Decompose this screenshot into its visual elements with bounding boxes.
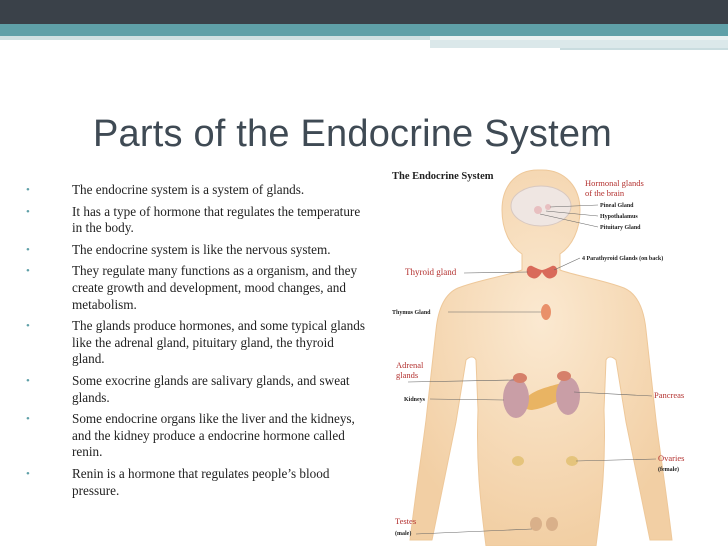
label-pineal: Pineal Gland <box>600 203 634 209</box>
accent-strip <box>560 48 728 50</box>
bullet-icon: • <box>26 205 30 218</box>
accent-strip <box>430 40 728 48</box>
accent-band <box>0 24 728 36</box>
bullet-item: • Some endocrine organs like the liver and the kidneys, and the kidney produce a endocrine hormone called renin. <box>26 411 355 460</box>
bullet-item: • The endocrine system is a system of glands. <box>26 182 305 197</box>
bullet-icon: • <box>26 374 30 387</box>
pituitary-shape <box>534 206 542 214</box>
label-parathyroid: 4 Parathyroid Glands (on back) <box>582 256 664 262</box>
top-bar <box>0 0 728 24</box>
thymus-shape <box>541 304 551 320</box>
label-thyroid: Thyroid gland <box>405 267 457 277</box>
ovary-left-shape <box>512 456 524 466</box>
endocrine-diagram <box>386 160 728 546</box>
bullet-item: • The glands produce hormones, and some typical glands like the adrenal gland, pituitary gland, the thyroid gland. <box>26 318 365 367</box>
brain-shape <box>511 186 571 226</box>
label-hypothalamus: Hypothalamus <box>600 214 638 220</box>
label-hormonal-glands: Hormonal glands <box>585 178 644 188</box>
label-thymus: Thymus Gland <box>392 310 431 316</box>
label-pituitary: Pituitary Gland <box>600 225 641 231</box>
label-ovaries: Ovaries <box>658 453 685 463</box>
bullet-item: • Some exocrine glands are salivary glands, and sweat glands. <box>26 372 350 405</box>
bullet-icon: • <box>26 467 30 480</box>
adrenal-right-shape <box>557 371 571 381</box>
label-adrenal: Adrenal <box>396 360 424 370</box>
bullet-item: • Renin is a hormone that regulates people’s blood pressure. <box>26 465 330 498</box>
slide-title: Parts of the Endocrine System <box>93 113 613 155</box>
label-testes: Testes <box>395 516 417 526</box>
label-hormonal-glands-2: of the brain <box>585 188 625 198</box>
label-male: (male) <box>395 531 412 537</box>
label-pancreas: Pancreas <box>654 390 685 400</box>
figure-title: The Endocrine System <box>392 171 494 182</box>
bullet-list <box>26 182 366 504</box>
label-female: (female) <box>658 467 679 473</box>
bullet-icon: • <box>26 184 30 196</box>
testis-right-shape <box>546 517 558 531</box>
label-adrenal-2: glands <box>396 370 419 380</box>
bullet-item: • They regulate many functions as a organism, and they create growth and development, mood changes, and metabolism. <box>26 263 358 312</box>
label-kidneys: Kidneys <box>404 397 426 403</box>
bullet-icon: • <box>26 413 30 426</box>
kidney-right-shape <box>556 377 580 415</box>
accent-strip <box>0 36 430 40</box>
bullet-icon: • <box>26 320 30 333</box>
bullet-icon: • <box>26 265 30 278</box>
bullet-icon: • <box>26 243 30 256</box>
kidney-left-shape <box>503 378 529 418</box>
adrenal-left-shape <box>513 373 527 383</box>
bullet-item: • It has a type of hormone that regulates the temperature in the body. <box>26 203 361 236</box>
bullet-item: • The endocrine system is like the nervous system. <box>26 241 331 257</box>
